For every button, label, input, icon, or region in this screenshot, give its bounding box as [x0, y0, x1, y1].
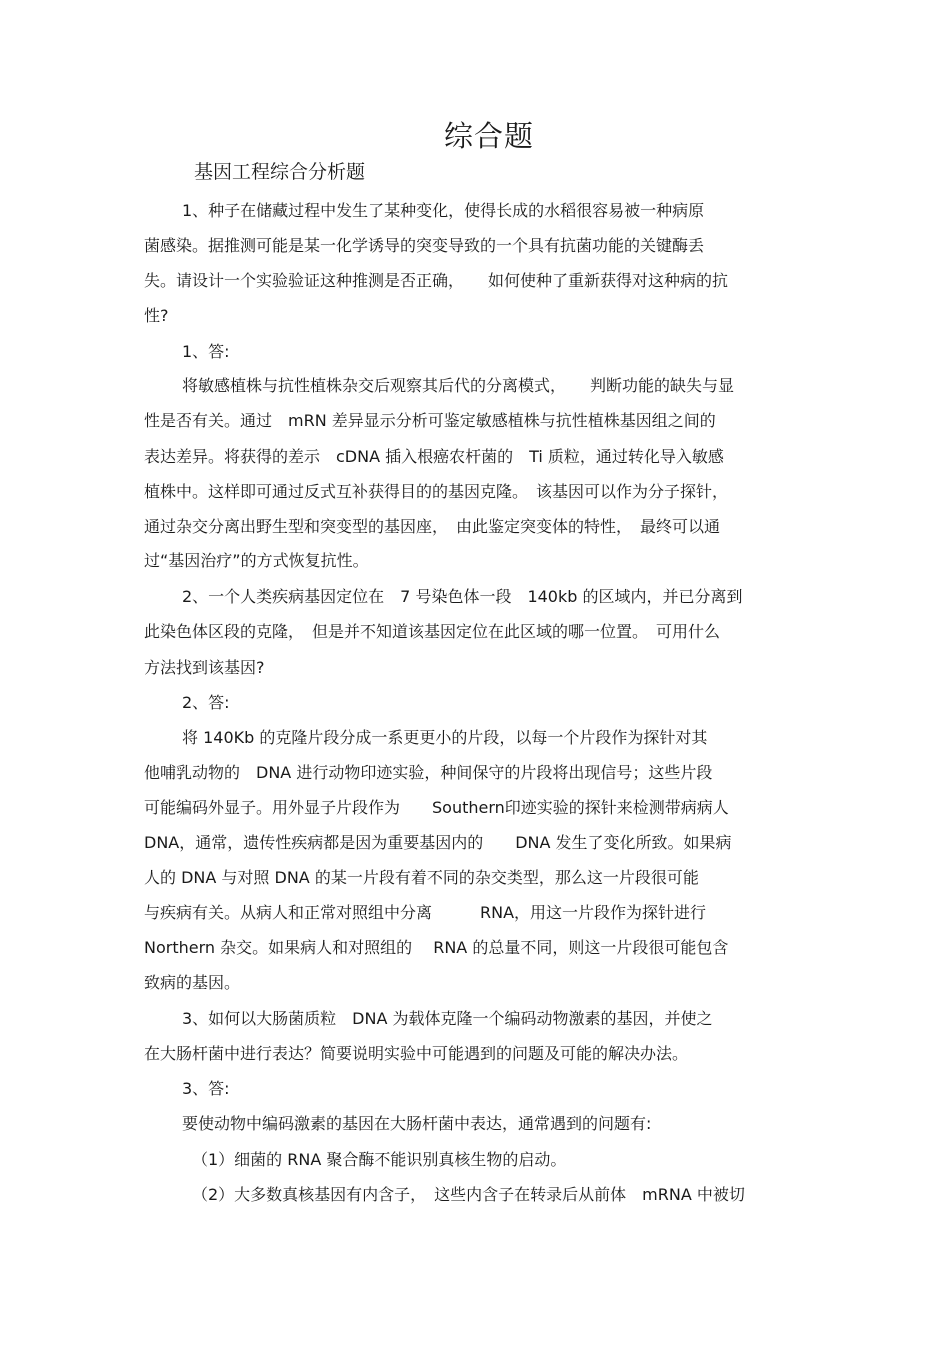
text-line: 他哺乳动物的 DNA 进行动物印迹实验，种间保守的片段将出现信号；这些片段	[144, 763, 713, 782]
list-item: （2）大多数真核基因有内含子， 这些内含子在转录后从前体 mRNA 中被切	[192, 1185, 745, 1204]
text-line: DNA，通常，遗传性疾病都是因为重要基因内的 DNA 发生了变化所致。如果病	[144, 833, 732, 852]
text-line: 性是否有关。通过 mRN 差异显示分析可鉴定敏感植株与抗性植株基因组之间的	[144, 411, 716, 430]
text-line: 1、种子在储藏过程中发生了某种变化，使得长成的水稻很容易被一种病原	[182, 201, 705, 220]
text-line: 此染色体区段的克隆， 但是并不知道该基因定位在此区域的哪一位置。 可用什么	[144, 622, 721, 641]
text-line: 人的 DNA 与对照 DNA 的某一片段有着不同的杂交类型，那么这一片段很可能	[144, 868, 699, 887]
section-heading: 基因工程综合分析题	[194, 161, 366, 183]
page-title: 综合题	[443, 119, 534, 153]
answer-label: 2、答:	[182, 693, 230, 712]
list-item: （1）细菌的 RNA 聚合酶不能识别真核生物的启动。	[192, 1150, 567, 1169]
text-line: 与疾病有关。从病人和正常对照组中分离 RNA，用这一片段作为探针进行	[144, 903, 707, 922]
text-line: 植株中。这样即可通过反式互补获得目的的基因克隆。 该基因可以作为分子探针，	[144, 482, 729, 501]
text-line: 将敏感植株与抗性植株杂交后观察其后代的分离模式， 判断功能的缺失与显	[182, 376, 735, 395]
text-line: 表达差异。将获得的差示 cDNA 插入根癌农杆菌的 Ti 质粒，通过转化导入敏感	[144, 447, 724, 466]
text-line: 将 140Kb 的克隆片段分成一系更更小的片段，以每一个片段作为探针对其	[182, 728, 708, 747]
text-line: 在大肠杆菌中进行表达？简要说明实验中可能遇到的问题及可能的解决办法。	[144, 1044, 689, 1063]
text-line: 方法找到该基因?	[144, 658, 265, 677]
answer-label: 1、答:	[182, 342, 230, 361]
text-line: 性?	[144, 306, 169, 325]
answer-label: 3、答:	[182, 1079, 230, 1098]
text-line: 要使动物中编码激素的基因在大肠杆菌中表达，通常遇到的问题有:	[182, 1114, 652, 1133]
text-line: 3、如何以大肠菌质粒 DNA 为载体克隆一个编码动物激素的基因，并使之	[182, 1009, 713, 1028]
text-line: 过“基因治疗”的方式恢复抗性。	[144, 551, 369, 570]
text-line: 可能编码外显子。用外显子片段作为 Southern印迹实验的探针来检测带病病人	[144, 798, 729, 817]
text-line: 2、一个人类疾病基因定位在 7 号染色体一段 140kb 的区域内，并已分离到	[182, 587, 743, 606]
text-line: Northern 杂交。如果病人和对照组的 RNA 的总量不同，则这一片段很可能包含	[144, 938, 729, 957]
text-line: 通过杂交分离出野生型和突变型的基因座， 由此鉴定突变体的特性， 最终可以通	[144, 517, 721, 536]
text-line: 菌感染。据推测可能是某一化学诱导的突变导致的一个具有抗菌功能的关键酶丢	[144, 236, 705, 255]
text-line: 致病的基因。	[144, 973, 241, 992]
text-line: 失。请设计一个实验验证这种推测是否正确， 如何使种了重新获得对这种病的抗	[144, 271, 729, 290]
